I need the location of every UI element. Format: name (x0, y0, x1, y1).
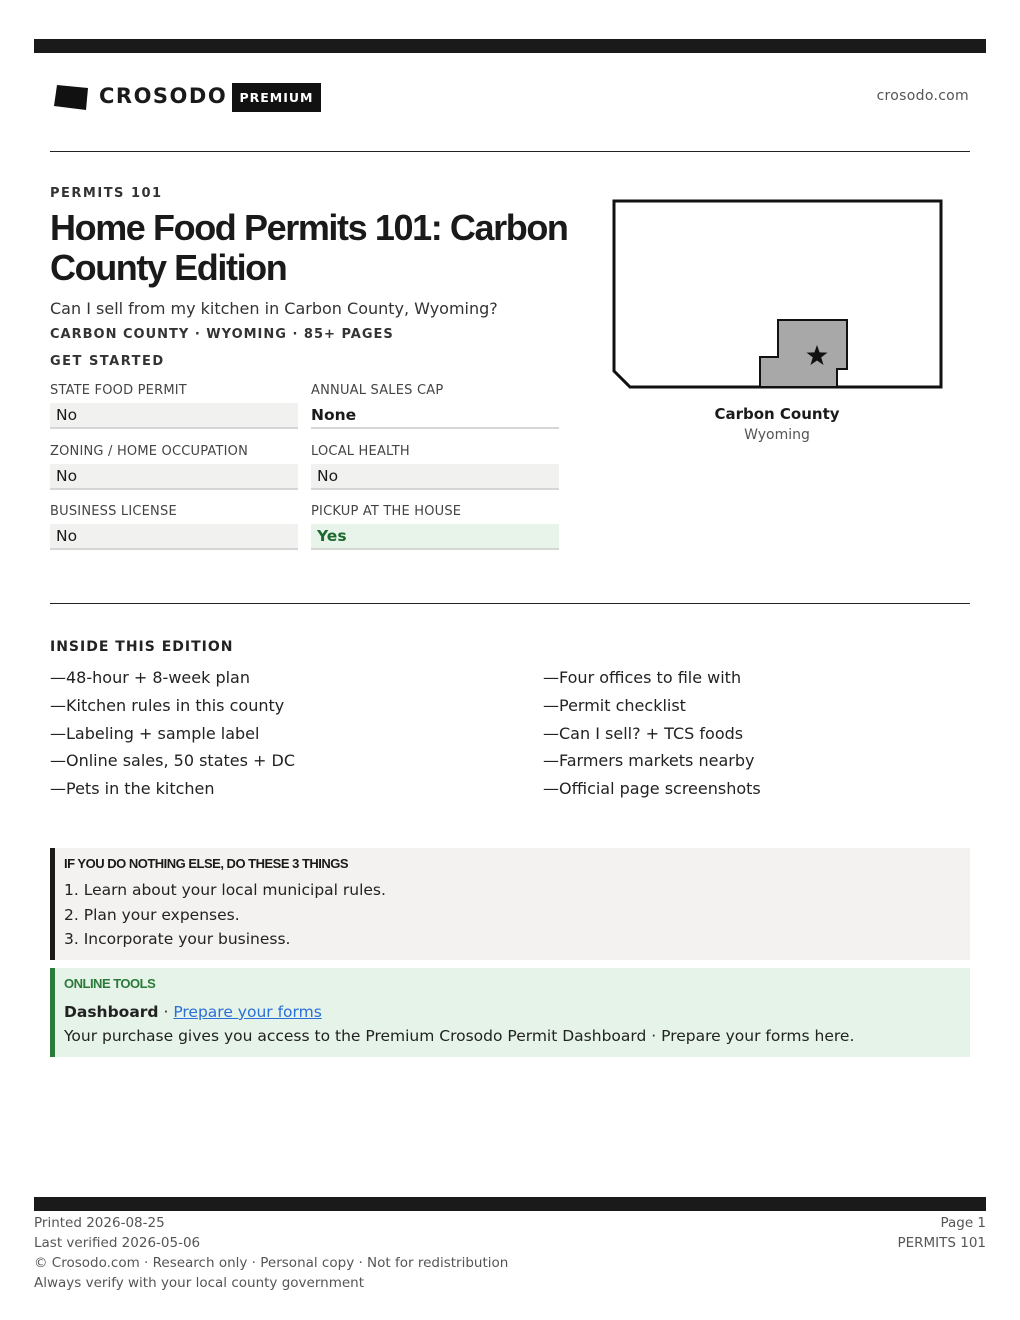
toc-item: —Pets in the kitchen (50, 779, 215, 799)
toc-left (50, 668, 295, 807)
field-local-health (311, 444, 559, 490)
footer-bar (34, 1197, 986, 1211)
callout-heading: ONLINE TOOLS (64, 976, 156, 991)
toc-item: —Official page screenshots (543, 779, 761, 799)
field-annual-sales-cap (311, 383, 559, 429)
field-label: ANNUAL SALES CAP (311, 383, 444, 398)
section-kicker: PERMITS 101 (50, 186, 163, 201)
county-map (610, 197, 944, 393)
get-started-heading: GET STARTED (50, 354, 165, 369)
copyright-notice: © Crosodo.com · Research only · Personal copy · Not for redistribution (34, 1255, 509, 1271)
inside-heading: INSIDE THIS EDITION (50, 639, 234, 655)
verified-date: Last verified 2026-05-06 (34, 1235, 201, 1251)
callout-item: 1. Learn about your local municipal rules. (64, 881, 386, 899)
printed-date: Printed 2026-08-25 (34, 1215, 165, 1231)
dashboard-description: Your purchase gives you access to the Premium Crosodo Permit Dashboard · Prepare your forms here. (64, 1027, 855, 1045)
page-subtitle: Can I sell from my kitchen in Carbon County, Wyoming? (50, 299, 498, 318)
field-label: ZONING / HOME OCCUPATION (50, 444, 249, 459)
toc-item: —48-hour + 8-week plan (50, 668, 250, 687)
map-county-name: Carbon County (714, 405, 840, 423)
field-zoning (50, 444, 298, 490)
page-number: Page 1 (940, 1215, 986, 1231)
prepare-forms-link[interactable]: Prepare your forms (173, 1003, 322, 1021)
toc-item: —Four offices to file with (543, 668, 742, 687)
premium-badge: PREMIUM (232, 83, 321, 112)
map-state-name: Wyoming (744, 427, 810, 443)
callout-item: 2. Plan your expenses. (64, 905, 240, 924)
footer-left (34, 1213, 508, 1293)
brand-name[interactable]: CROSODO (99, 84, 228, 108)
separator: · (158, 1003, 174, 1021)
three-things-callout (50, 848, 970, 960)
field-pickup-at-house (311, 504, 559, 550)
header-divider (50, 151, 970, 152)
field-value: No (50, 524, 298, 550)
field-value: None (311, 403, 559, 429)
field-label: BUSINESS LICENSE (50, 504, 177, 519)
field-value: No (50, 464, 298, 490)
footer-right (897, 1213, 986, 1253)
dashboard-label: Dashboard (64, 1003, 159, 1021)
online-tools-callout (50, 968, 970, 1057)
toc-item: —Labeling + sample label (50, 723, 260, 743)
field-value: No (311, 464, 559, 490)
field-state-food-permit (50, 383, 298, 429)
site-url[interactable]: crosodo.com (876, 88, 969, 104)
top-bar (34, 39, 986, 53)
section-divider (50, 603, 970, 604)
toc-item: —Permit checklist (543, 695, 686, 715)
callout-heading: IF YOU DO NOTHING ELSE, DO THESE 3 THINGS (64, 856, 349, 871)
wyoming-logo-icon (54, 84, 88, 110)
field-value: Yes (311, 524, 559, 550)
field-label: PICKUP AT THE HOUSE (311, 504, 462, 519)
field-label: LOCAL HEALTH (311, 444, 410, 459)
field-label: STATE FOOD PERMIT (50, 383, 187, 398)
toc-right (543, 668, 761, 807)
toc-item: —Kitchen rules in this county (50, 695, 285, 715)
field-value: No (50, 403, 298, 429)
toc-item: —Can I sell? + TCS foods (543, 723, 744, 743)
toc-item: —Farmers markets nearby (543, 751, 755, 771)
verify-note: Always verify with your local county government (34, 1275, 364, 1291)
callout-item: 3. Incorporate your business. (64, 930, 291, 948)
footer-section: PERMITS 101 (897, 1235, 986, 1251)
field-business-license (50, 504, 298, 550)
edition-meta: CARBON COUNTY · WYOMING · 85+ PAGES (50, 327, 394, 342)
toc-item: —Online sales, 50 states + DC (50, 751, 296, 771)
dashboard-line (64, 1000, 970, 1024)
page-title: Home Food Permits 101: Carbon County Edition (50, 207, 568, 288)
